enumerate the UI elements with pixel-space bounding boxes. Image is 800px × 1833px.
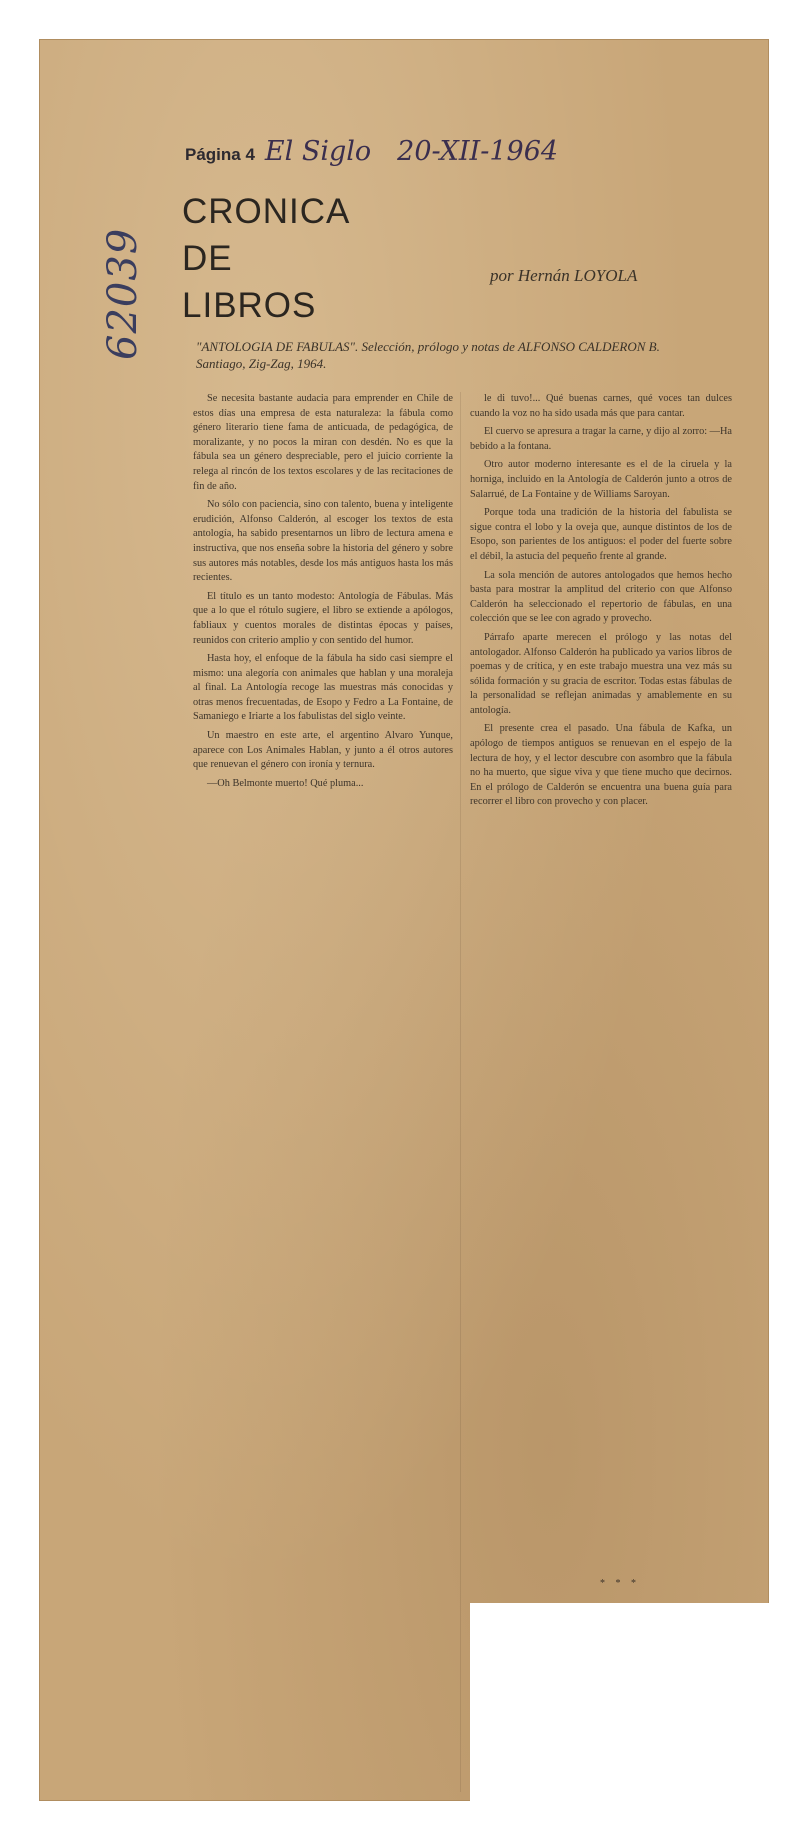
archive-number: 62039 (100, 227, 146, 360)
paragraph: El presente crea el pasado. Una fábula de Kafka, un apólogo de tiempos antiguos se renuevan en el espejo de la lectura de hoy, y el lector descubre con asombro que la fábula no ha muerto, que sigue viva y que tiene mucho que decirnos. En el prólogo de Calderón se encuentra una buena guía para recorrer el libro con provecho y con placer. (470, 723, 732, 808)
article-column-right (470, 392, 732, 1622)
paragraph: Porque toda una tradición de la historia del fabulista se sigue contra el lobo y la oveja que, aunque distintos de los de Esopo, son parientes de los antiguos: el poder del fuerte sobre el débil, la astucia del pequeño frente al grande. (470, 507, 732, 562)
article-end-mark: * * * (600, 1578, 640, 1589)
publication-date: 20-XII-1964 (397, 136, 559, 167)
title-line-2: DE (182, 239, 233, 278)
section-title (182, 188, 350, 329)
paragraph: Hasta hoy, el enfoque de la fábula ha sido casi siempre el mismo: una alegoría con animales que hablan y una moraleja al final. La Antología recoge las muestras más conocidas y otras menos frecuentadas, de Esopo y Fedro a La Fontaine, de Samaniego e Iriarte a los fabulistas del siglo veinte. (193, 653, 453, 723)
paragraph: El título es un tanto modesto: Antología de Fábulas. Más que a lo que el rótulo sugiere, el libro se extiende a apólogos, fabliaux y cuentos morales de distintas épocas y países, reunidos con criterio amplio y con sentido del humor. (193, 590, 453, 646)
paragraph: Párrafo aparte merecen el prólogo y las notas del antologador. Alfonso Calderón ha publicado ya varios libros de poemas y de crítica, y en este trabajo muestra una vez más su sólida formación y su gracia de escritor. Todas estas fábulas de la personalidad se reflejan animadas y amablemente en su antología. (470, 631, 732, 716)
column-divider (460, 392, 461, 1792)
page-background-corner (470, 1603, 800, 1833)
paragraph: Se necesita bastante audacia para emprender en Chile de estos días una empresa de esta naturaleza: la fábula como género literario tiene fama de anticuada, de pedagógica, de moralizante, y no pocos la miran con desdén. No es que la fábula sea un género despreciable, pero el juicio corriente la relega al rincón de los textos escolares y de las recitaciones de fin de año. (193, 393, 453, 492)
paragraph: le di tuvo!... Qué buenas carnes, qué voces tan dulces cuando la voz no ha sido usada más que para cantar. (470, 393, 732, 419)
article-column-left (193, 392, 453, 1792)
paragraph: El cuervo se apresura a tragar la carne, y dijo al zorro: —Ha bebido a la fontana. (470, 426, 732, 452)
title-line-1: CRONICA (182, 192, 351, 231)
newspaper-name: El Siglo (264, 136, 372, 167)
paragraph: Un maestro en este arte, el argentino Alvaro Yunque, aparece con Los Animales Hablan, y junto a él otros autores que renuevan el género con ironía y ternura. (193, 730, 453, 771)
author-byline: por Hernán LOYOLA (490, 266, 638, 285)
page-number-label: Página 4 (185, 145, 255, 164)
title-line-3: LIBROS (182, 286, 317, 325)
book-reference: "ANTOLOGIA DE FABULAS". Selección, prólogo y notas de ALFONSO CALDERON B. Santiago, Zig-Zag, 1964. (196, 339, 660, 371)
clipping-header (185, 136, 558, 167)
paragraph: —Oh Belmonte muerto! Qué pluma... (207, 777, 364, 789)
paragraph: Otro autor moderno interesante es el de la ciruela y la horniga, incluido en la Antología de Calderón junto a otros de Salarrué, de La Fontaine y de Williams Saroyan. (470, 459, 732, 500)
paragraph: No sólo con paciencia, sino con talento, buena y inteligente erudición, Alfonso Calderón, al escoger los textos de esta antología, ha sabido presentarnos un libro de lectura amena e instructiva, que nos enseña sobre la historia del género y sobre sus autores más notables, desde los más antiguos hasta los más recientes. (193, 499, 453, 584)
paragraph: La sola mención de autores antologados que hemos hecho basta para mostrar la amplitud del criterio con que Alfonso Calderón ha seleccionado el repertorio de fábulas, en una colección que se lee con agrado y provecho. (470, 569, 732, 625)
